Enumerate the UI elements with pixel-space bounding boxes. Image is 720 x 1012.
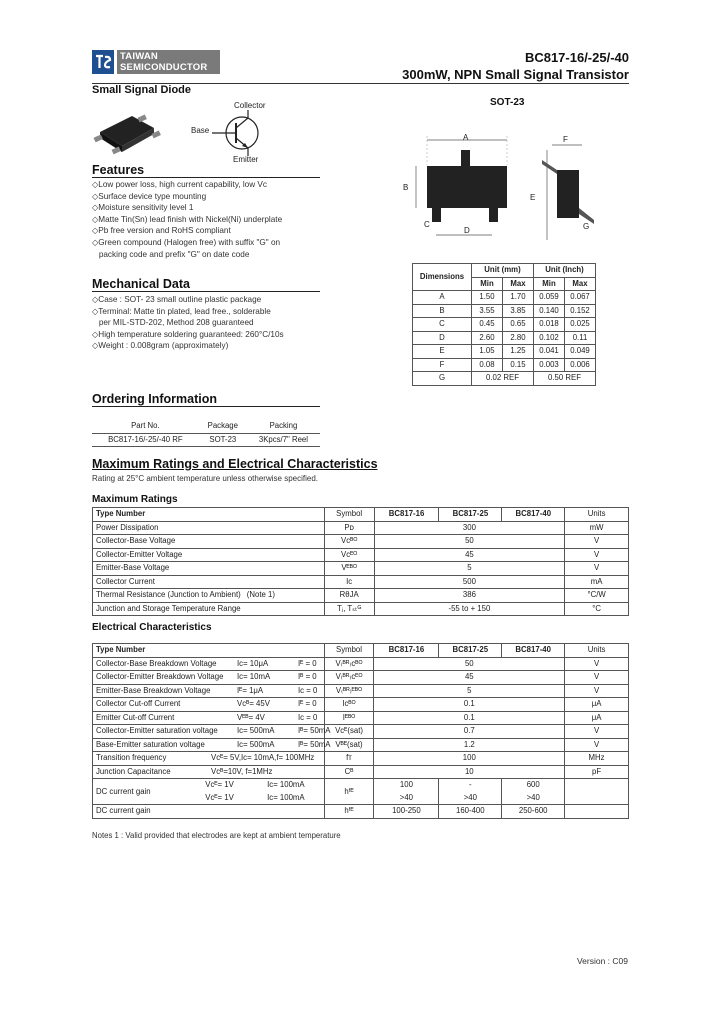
dim-cell: 0.102 xyxy=(534,331,565,345)
dim-cell: 1.25 xyxy=(503,345,534,359)
collector-label: Collector xyxy=(234,101,266,110)
param-symbol: Cᴮ xyxy=(324,765,374,779)
table-row xyxy=(93,589,629,603)
param-name xyxy=(93,535,325,549)
table-row xyxy=(413,358,596,372)
param-unit: V xyxy=(565,738,629,752)
table-row xyxy=(413,372,596,386)
package-name: SOT-23 xyxy=(490,97,525,108)
col-header: BC817-40 xyxy=(502,508,565,522)
dim-cell: B xyxy=(413,304,472,318)
param-cond: Iᴮ= 50mA xyxy=(298,726,331,736)
list-item: ◇Low power loss, high current capability, low Vᴄ xyxy=(92,180,267,189)
param-cell xyxy=(93,711,325,725)
param-cell xyxy=(93,671,325,685)
col-header: BC817-16 xyxy=(374,508,439,522)
company-name: TAIWAN SEMICONDUCTOR xyxy=(117,50,220,74)
param-cond: Iᴱ= 1μA xyxy=(237,685,264,695)
param-name xyxy=(93,521,325,535)
table-row xyxy=(93,752,629,766)
param-value: 0.1 xyxy=(374,711,565,725)
package-photo-icon xyxy=(92,104,164,160)
param-unit: μA xyxy=(565,711,629,725)
list-item: ◇Pb free version and RoHS compliant xyxy=(92,226,231,236)
param-symbol: Vᴱᴮᴼ xyxy=(324,562,374,576)
param-symbol: fᴛ xyxy=(324,752,374,766)
dim-cell: C xyxy=(413,318,472,332)
param-cond: Vᴄᴮ=10V, f=1MHz xyxy=(211,766,273,776)
param-unit: pF xyxy=(565,765,629,779)
dc-cond: Iᴄ= 100mA xyxy=(264,792,324,805)
param-value: -55 to + 150 xyxy=(374,602,565,616)
max-ratings-title: Maximum Ratings xyxy=(92,494,178,505)
dim-cell: 0.152 xyxy=(565,304,596,318)
param-unit: V xyxy=(565,657,629,671)
table-row xyxy=(93,521,629,535)
param-label: Collector-Base Voltage xyxy=(96,536,176,546)
param-label: Collector Cut-off Current xyxy=(96,699,181,709)
param-cond: Iᴮ= 50mA xyxy=(298,739,331,749)
table-row xyxy=(93,575,629,589)
list-item: ◇Green compound (Halogen free) with suffix "G" on xyxy=(92,237,281,247)
param-label: Emitter Cut-off Current xyxy=(96,712,175,722)
table-row xyxy=(93,562,629,576)
ordering-header-packing: Packing xyxy=(247,420,320,433)
dim-cell: 3.85 xyxy=(503,304,534,318)
table-row xyxy=(92,420,320,433)
param-label: Transition frequency xyxy=(96,753,167,763)
table-row xyxy=(413,264,596,278)
dim-cell: D xyxy=(413,331,472,345)
dim-cell: 2.60 xyxy=(472,331,503,345)
param-symbol: Vᴮᴱ(sat) xyxy=(324,738,374,752)
dim-label-c: C xyxy=(424,220,430,229)
list-item: ◇Matte Tin(Sn) lead finish with Nickel(Ni) underplate xyxy=(92,214,283,224)
dc2-label: DC current gain xyxy=(93,805,325,819)
table-row xyxy=(413,345,596,359)
param-label: Emitter-Base Breakdown Voltage xyxy=(96,685,211,695)
ratings-subtitle: Rating at 25°C ambient temperature unless otherwise specified. xyxy=(92,474,318,483)
dim-cell: 0.45 xyxy=(472,318,503,332)
dim-cell: A xyxy=(413,291,472,305)
param-unit: V xyxy=(565,548,629,562)
mechanical-title: Mechanical Data xyxy=(92,277,190,291)
param-cond: Iᴄ= 500mA xyxy=(237,739,275,749)
col-header: Symbol xyxy=(324,508,374,522)
min-mm-header: Min xyxy=(472,277,503,291)
param-label: Junction Capacitance xyxy=(96,766,171,776)
dim-cell: 0.003 xyxy=(534,358,565,372)
param-symbol: Vᴄᴱᴼ xyxy=(324,548,374,562)
param-value: 100 xyxy=(374,752,565,766)
param-value: 386 xyxy=(374,589,565,603)
dim-cell: 0.11 xyxy=(565,331,596,345)
dim-cell: 2.80 xyxy=(503,331,534,345)
min-inch-header: Min xyxy=(534,277,565,291)
dc-value: - xyxy=(439,779,502,792)
param-cell xyxy=(93,684,325,698)
ordering-part: BC817-16/-25/-40 RF xyxy=(92,433,199,447)
param-cond: Iᴄ = 0 xyxy=(298,712,318,722)
list-item: ◇Terminal: Matte tin plated, lead free., solderable xyxy=(92,306,271,316)
table-row xyxy=(93,671,629,685)
dim-cell: 1.70 xyxy=(503,291,534,305)
list-item: ◇Case : SOT- 23 small outline plastic package xyxy=(92,295,262,304)
dim-cell: 1.05 xyxy=(472,345,503,359)
package-outline-drawing xyxy=(412,130,612,250)
dim-label-g: G xyxy=(583,222,590,231)
param-value: 500 xyxy=(374,575,565,589)
max-inch-header: Max xyxy=(565,277,596,291)
param-label: Thermal Resistance (Junction to Ambient) xyxy=(96,590,241,600)
param-value: 5 xyxy=(374,562,565,576)
table-row xyxy=(93,548,629,562)
dim-cell: 0.059 xyxy=(534,291,565,305)
param-value: 0.1 xyxy=(374,698,565,712)
param-cell xyxy=(93,657,325,671)
param-symbol: Tⱼ, Tₛₜᴳ xyxy=(324,602,374,616)
param-unit: mA xyxy=(565,575,629,589)
dc-symbol: hᶠᴱ xyxy=(324,779,374,805)
dc2-value: 160-400 xyxy=(439,805,502,819)
dim-cell: 0.041 xyxy=(534,345,565,359)
param-cond: Vᴱᴮ= 4V xyxy=(237,712,265,722)
param-name xyxy=(93,562,325,576)
param-unit: °C xyxy=(565,602,629,616)
unit-mm-header: Unit (mm) xyxy=(472,264,534,278)
param-cond: Iᴄ = 0 xyxy=(298,685,318,695)
param-label: Collector-Base Breakdown Voltage xyxy=(96,658,217,668)
emitter-label: Emitter xyxy=(233,155,259,164)
max-ratings-body xyxy=(93,521,629,616)
param-cell xyxy=(93,752,325,766)
param-cond: Vᴄᴮ= 45V xyxy=(237,699,270,709)
param-cell xyxy=(93,725,331,739)
table-row xyxy=(413,291,596,305)
ordering-package: SOT-23 xyxy=(199,433,247,447)
mechanical-rule xyxy=(92,291,320,292)
col-header: Symbol xyxy=(324,644,374,658)
elec-title: Electrical Characteristics xyxy=(92,622,212,633)
table-row xyxy=(93,508,629,522)
dimensions-table xyxy=(412,263,596,386)
param-unit: MHz xyxy=(565,752,629,766)
dc2-unit xyxy=(565,805,629,819)
param-value: 45 xyxy=(374,548,565,562)
param-unit: V xyxy=(565,562,629,576)
table-row xyxy=(413,331,596,345)
list-item: packing code and prefix "G" on date code xyxy=(92,249,250,259)
param-cell xyxy=(93,738,331,752)
dim-cell: 0.50 REF xyxy=(534,372,596,386)
dim-cell: E xyxy=(413,345,472,359)
dc-cond: Iᴄ= 100mA xyxy=(264,779,324,792)
max-ratings-table xyxy=(92,507,629,616)
dim-label-a: A xyxy=(463,133,469,142)
dim-cell: 0.08 xyxy=(472,358,503,372)
dc2-symbol: hᶠᴱ xyxy=(324,805,374,819)
dc-cond: Vᴄᴱ= 1V xyxy=(202,779,264,792)
ordering-header-package: Package xyxy=(199,420,247,433)
param-value: 10 xyxy=(374,765,565,779)
dim-cell: 0.049 xyxy=(565,345,596,359)
param-value: 5 xyxy=(374,684,565,698)
ordering-title: Ordering Information xyxy=(92,392,217,406)
document-subtitle: 300mW, NPN Small Signal Transistor xyxy=(402,67,629,82)
dc-value: >40 xyxy=(374,792,439,805)
param-symbol: Vᴄᴱ(sat) xyxy=(324,725,374,739)
npn-transistor-symbol-icon xyxy=(210,110,270,156)
base-label: Base xyxy=(191,126,210,135)
list-item: per MIL-STD-202, Method 208 guaranteed xyxy=(92,318,254,328)
ordering-packing: 3Kpcs/7" Reel xyxy=(247,433,320,447)
param-symbol: V₍ᴮᴿ₎ᴄᴮᴼ xyxy=(324,657,374,671)
dim-cell: 0.140 xyxy=(534,304,565,318)
col-header: Units xyxy=(565,508,629,522)
company-logo xyxy=(92,50,220,74)
dim-label-b: B xyxy=(403,183,409,192)
elec-body xyxy=(93,657,629,779)
version-label: Version : C09 xyxy=(576,956,628,966)
ordering-rule xyxy=(92,406,320,407)
features-list xyxy=(92,179,282,260)
param-unit: V xyxy=(565,725,629,739)
param-value: 1.2 xyxy=(374,738,565,752)
param-cell xyxy=(93,765,325,779)
table-row xyxy=(93,602,629,616)
dim-cell: 0.067 xyxy=(565,291,596,305)
unit-inch-header: Unit (Inch) xyxy=(534,264,596,278)
param-note: (Note 1) xyxy=(246,590,275,600)
col-header: Type Number xyxy=(93,508,325,522)
dc2-value: 100-250 xyxy=(374,805,439,819)
param-cond: Iᴮ = 0 xyxy=(298,672,317,682)
param-label: Collector-Emitter saturation voltage xyxy=(96,726,218,736)
ordering-table xyxy=(92,420,320,447)
param-unit: °C/W xyxy=(565,589,629,603)
param-cond: Iᴱ = 0 xyxy=(298,699,317,709)
param-name xyxy=(93,602,325,616)
table-row xyxy=(92,433,320,447)
dim-cell: 3.55 xyxy=(472,304,503,318)
features-rule xyxy=(92,177,320,178)
param-name xyxy=(93,548,325,562)
col-header: BC817-40 xyxy=(502,644,565,658)
list-item: ◇Surface device type mounting xyxy=(92,191,207,201)
param-unit: mW xyxy=(565,521,629,535)
param-symbol: V₍ᴮᴿ₎ᴄᴱᴼ xyxy=(324,671,374,685)
param-value: 0.7 xyxy=(374,725,565,739)
col-header: BC817-16 xyxy=(374,644,439,658)
param-unit: V xyxy=(565,671,629,685)
dim-cell: 0.006 xyxy=(565,358,596,372)
dc-value: >40 xyxy=(502,792,565,805)
ratings-title: Maximum Ratings and Electrical Characteristics xyxy=(92,457,378,471)
param-symbol: Iᴱᴮᴼ xyxy=(324,711,374,725)
table-row xyxy=(93,657,629,671)
dim-cell: 0.15 xyxy=(503,358,534,372)
param-cond: Iᴄ= 10mA xyxy=(237,672,271,682)
param-name xyxy=(93,589,325,603)
table-row xyxy=(93,644,629,658)
param-cell xyxy=(93,698,325,712)
param-name xyxy=(93,575,325,589)
param-symbol: V₍ᴮᴿ₎ᴱᴮᴼ xyxy=(324,684,374,698)
dimensions-header: Dimensions xyxy=(413,264,472,291)
table-row xyxy=(93,535,629,549)
param-value: 45 xyxy=(374,671,565,685)
col-header: BC817-25 xyxy=(439,644,502,658)
dc-value: >40 xyxy=(439,792,502,805)
ordering-header-part: Part No. xyxy=(92,420,199,433)
dim-cell: 1.50 xyxy=(472,291,503,305)
dc2-value: 250-600 xyxy=(502,805,565,819)
list-item: ◇High temperature soldering guaranteed: 260°C/10s xyxy=(92,329,284,339)
dc-value: 600 xyxy=(502,779,565,792)
table-row xyxy=(413,304,596,318)
param-label: Emitter-Base Voltage xyxy=(96,563,170,573)
param-value: 50 xyxy=(374,657,565,671)
dim-cell: 0.018 xyxy=(534,318,565,332)
dim-label-f: F xyxy=(563,135,568,144)
part-number: BC817-16/-25/-40 xyxy=(524,50,629,65)
param-label: Collector Current xyxy=(96,576,155,586)
table-row xyxy=(93,765,629,779)
table-row xyxy=(413,318,596,332)
table-row xyxy=(93,684,629,698)
param-unit: V xyxy=(565,684,629,698)
param-symbol: Iᴄᴮᴼ xyxy=(324,698,374,712)
param-value: 50 xyxy=(374,535,565,549)
param-label: Collector-Emitter Voltage xyxy=(96,549,183,559)
dim-cell: G xyxy=(413,372,472,386)
dim-label-e: E xyxy=(530,193,536,202)
mechanical-list xyxy=(92,294,284,352)
param-symbol: Iᴄ xyxy=(324,575,374,589)
param-label: Base-Emitter saturation voltage xyxy=(96,739,205,749)
param-cond: Iᴱ = 0 xyxy=(298,658,317,668)
param-unit: V xyxy=(565,535,629,549)
table-row xyxy=(93,779,629,792)
param-value: 300 xyxy=(374,521,565,535)
dim-cell: F xyxy=(413,358,472,372)
dim-cell: 0.65 xyxy=(503,318,534,332)
dimensions-body xyxy=(413,291,596,372)
param-label: Power Dissipation xyxy=(96,522,159,532)
list-item: ◇Weight : 0.008gram (approximately) xyxy=(92,341,229,351)
table-row xyxy=(93,711,629,725)
dc-cond: Vᴄᴱ= 1V xyxy=(202,792,264,805)
table-row xyxy=(93,738,629,752)
elec-table xyxy=(92,643,629,819)
table-row xyxy=(93,725,629,739)
param-symbol: Vᴄᴮᴼ xyxy=(324,535,374,549)
param-cond: Iᴄ= 500mA xyxy=(237,726,275,736)
dim-cell: 0.02 REF xyxy=(472,372,534,386)
param-symbol: RθJA xyxy=(324,589,374,603)
col-header: Type Number xyxy=(93,644,325,658)
param-symbol: Pᴅ xyxy=(324,521,374,535)
dc-gain-label: DC current gain xyxy=(93,779,203,805)
table-row xyxy=(93,805,629,819)
product-category: Small Signal Diode xyxy=(92,84,192,96)
param-cond: Vᴄᴱ= 5V,Iᴄ= 10mA,f= 100MHz xyxy=(211,753,315,763)
param-label: Collector-Emitter Breakdown Voltage xyxy=(96,672,224,682)
dc-value: 100 xyxy=(374,779,439,792)
features-title: Features xyxy=(92,163,145,177)
dc-unit xyxy=(565,779,629,805)
dim-cell: 0.025 xyxy=(565,318,596,332)
list-item: ◇Moisture sensitivity level 1 xyxy=(92,203,194,213)
param-cond: Iᴄ= 10μA xyxy=(237,658,269,668)
col-header: Units xyxy=(565,644,629,658)
footnote: Notes 1 : Valid provided that electrodes are kept at ambient temperature xyxy=(92,831,341,840)
max-mm-header: Max xyxy=(503,277,534,291)
table-row xyxy=(93,698,629,712)
param-unit: μA xyxy=(565,698,629,712)
param-label: Junction and Storage Temperature Range xyxy=(96,603,241,613)
dim-label-d: D xyxy=(464,226,470,235)
ts-logo-icon xyxy=(92,50,114,74)
col-header: BC817-25 xyxy=(439,508,502,522)
